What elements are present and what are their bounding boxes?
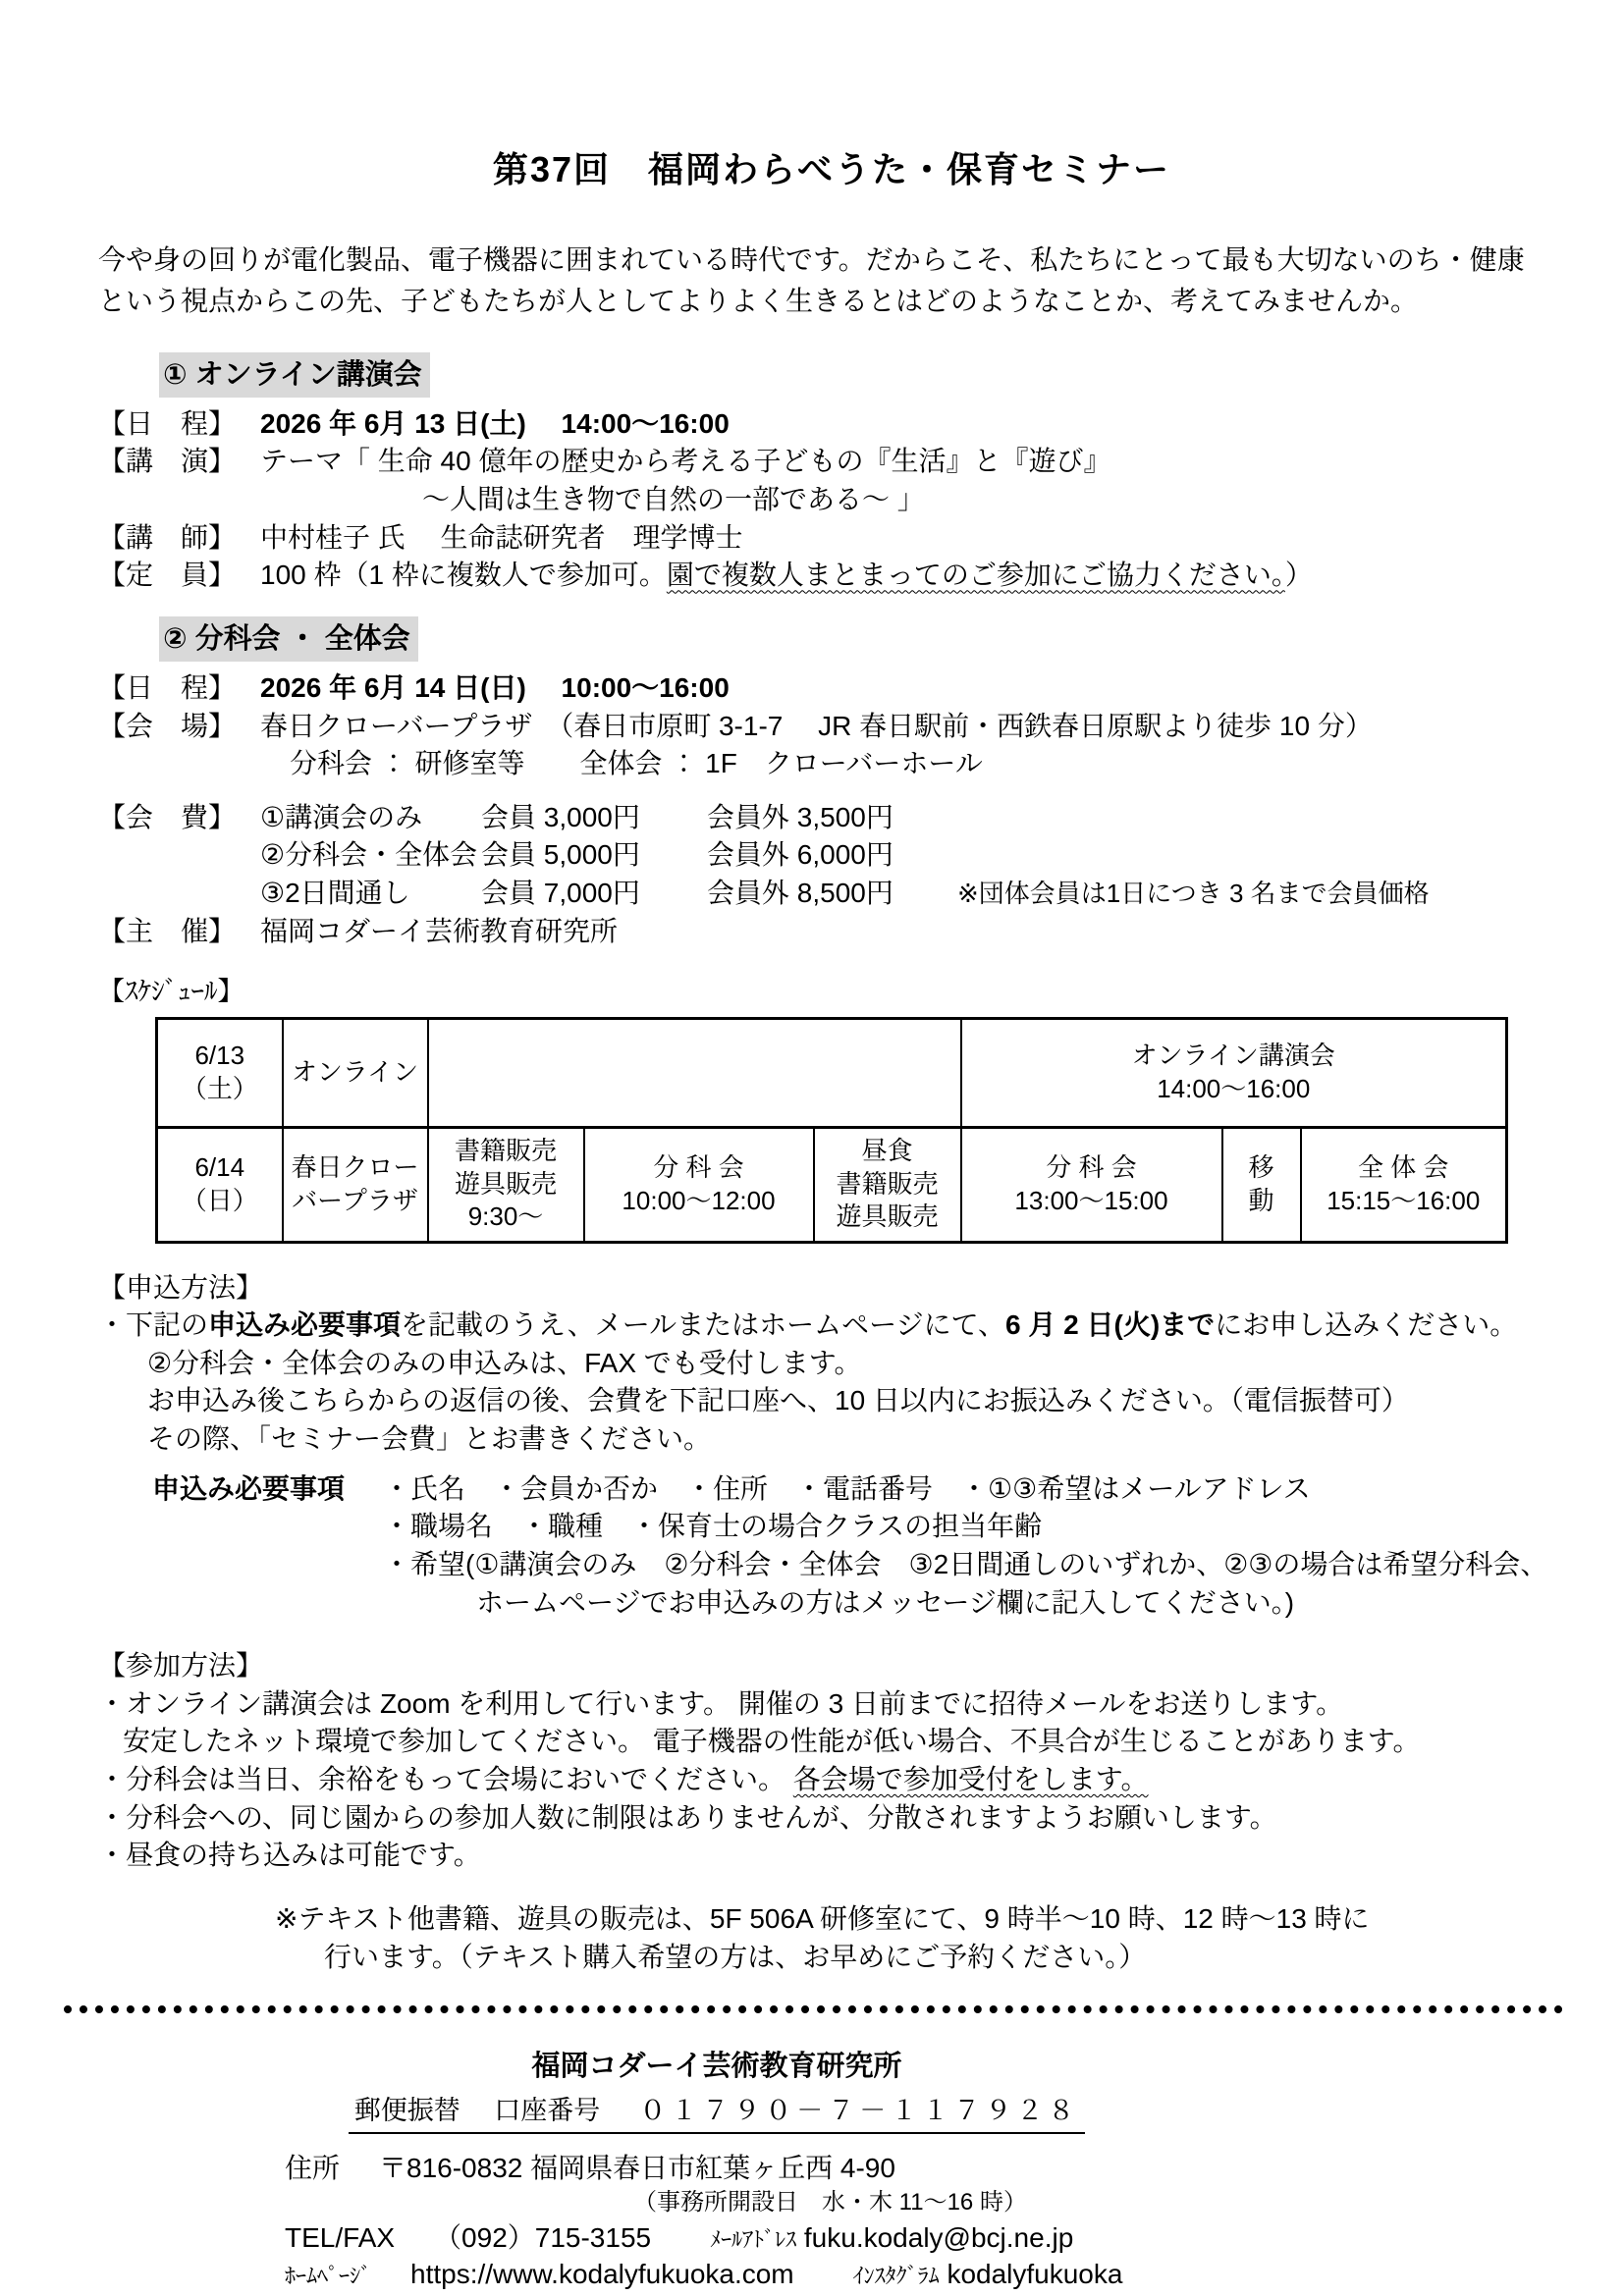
capacity-part-1: 100 枠（1 枠に複数人で参加可。 xyxy=(260,560,667,591)
date-text: 6/13 xyxy=(194,1040,245,1070)
text-segment-bold: 6 月 2 日(火)まで xyxy=(1005,1309,1216,1341)
section2-organizer-value: 福岡コダーイ芸術教育研究所 xyxy=(260,915,619,946)
schedule-row-saturday xyxy=(157,1018,1507,1127)
footer-details xyxy=(285,2150,1434,2293)
participation-heading: 【参加方法】 xyxy=(98,1650,264,1682)
fee-nonmember-price: 会員外 3,500円 xyxy=(707,801,893,832)
section2-schedule-value: 2026 年 6月 14 日(日) 10:00～16:00 xyxy=(260,671,730,703)
lunch-text: 書籍販売 xyxy=(836,1168,939,1199)
tel-label: TEL/FAX xyxy=(285,2221,396,2253)
requirements-line-3: ・希望(①講演会のみ ②分科会・全体会 ③2日間通しのいずれか、②③の場合は希望分科会、 xyxy=(383,1548,1548,1579)
fee-note: ※団体会員は1日につき 3 名まで会員価格 xyxy=(957,879,1430,909)
participation-line-1: ・オンライン講演会は Zoom を利用して行います。 開催の 3 日前までに招待メールをお送りします。 xyxy=(98,1687,1344,1719)
event-title: 分 科 会 xyxy=(653,1151,744,1182)
fee-item: ②分科会・全体会 xyxy=(260,839,478,871)
section1-lecture-row xyxy=(98,443,1565,518)
section1-schedule-value: 2026 年 6月 13 日(土) 14:00～16:00 xyxy=(260,407,730,439)
section1-lecture-value xyxy=(260,443,1565,518)
dotted-divider xyxy=(64,2005,1563,2013)
fee-item: ①講演会のみ xyxy=(260,801,423,832)
schedule-subcommittee2-cell xyxy=(961,1127,1222,1242)
text-segment: ・分科会は当日、余裕をもって会場においでください。 xyxy=(98,1764,793,1795)
event-time: 14:00～16:00 xyxy=(1157,1073,1311,1103)
sales-text: 遊具販売 xyxy=(454,1168,557,1199)
fee-note xyxy=(957,836,1565,875)
schedule-table xyxy=(155,1017,1508,1244)
text-segment: にお申し込みください。 xyxy=(1215,1309,1518,1341)
requirements-line-4: ホームページでお申込みの方はメッセージ欄に記入してください。) xyxy=(476,1586,1295,1618)
fee-table xyxy=(260,799,1565,913)
venue-line-1: 春日クローバープラザ （春日市原町 3-1-7 JR 春日駅前・西鉄春日原駅より徒歩 10 分） xyxy=(260,710,1373,741)
homepage-label: ﾎｰﾑﾍﾟｰｼﾞ xyxy=(285,2264,372,2289)
fee-member-price: 会員 3,000円 xyxy=(481,801,640,832)
date-text: 6/14 xyxy=(194,1151,245,1182)
move-text: 移 xyxy=(1248,1151,1274,1182)
email-label: ﾒｰﾙｱﾄﾞﾚｽ xyxy=(710,2226,797,2252)
fee-item: ③2日間通し xyxy=(260,878,410,909)
fee-nonmember-price: 会員外 6,000円 xyxy=(707,839,893,871)
section2-heading xyxy=(159,616,1565,662)
sales-text: 書籍販売 xyxy=(454,1135,557,1165)
postal-label: 郵便振替 口座番号 xyxy=(353,2096,601,2126)
date-text: （土） xyxy=(181,1073,258,1103)
venue-text: オンライン xyxy=(291,1056,419,1087)
venue-text: 春日クロー xyxy=(291,1151,419,1182)
text-segment: を記載のうえ、メールまたはホームページにて、 xyxy=(401,1309,1006,1341)
schedule-venue-cell xyxy=(283,1127,428,1242)
fee-row-3 xyxy=(260,875,1565,913)
application-heading: 【申込方法】 xyxy=(98,1271,264,1303)
text-segment: ・下記の xyxy=(98,1309,209,1341)
fee-member-price: 会員 5,000円 xyxy=(481,839,640,871)
event-title: 全 体 会 xyxy=(1358,1151,1449,1182)
date-text: （日） xyxy=(181,1185,258,1215)
lunch-text: 昼食 xyxy=(861,1135,913,1165)
schedule-online-lecture-cell xyxy=(961,1018,1507,1127)
sales-time: 9:30～ xyxy=(467,1201,544,1232)
footer-org-name: 福岡コダーイ芸術教育研究所 xyxy=(531,2051,902,2083)
section2-heading-text: ② 分科会 ・ 全体会 xyxy=(159,616,418,662)
postal-account-line xyxy=(349,2093,1086,2134)
participation-line-2: 安定したネット環境で参加してください。 電子機器の性能が低い場合、不具合が生じることがあります。 xyxy=(123,1726,1421,1757)
section2-organizer-row xyxy=(98,913,1565,951)
requirements-heading: 申込み必要事項 xyxy=(152,1472,346,1504)
schedule-date-cell xyxy=(157,1127,283,1242)
note-line-1: ※テキスト他書籍、遊具の販売は、5F 506A 研修室にて、9 時半～10 時、12 時～13 時に xyxy=(275,1902,1370,1934)
tel-email-line xyxy=(285,2219,1434,2257)
venue-text: バープラザ xyxy=(292,1185,418,1215)
schedule-subcommittee1-cell xyxy=(584,1127,814,1242)
homepage-value: https://www.kodalyfukuoka.com xyxy=(410,2259,794,2290)
section2-venue-row xyxy=(98,708,1565,783)
textbook-note xyxy=(98,1900,1565,1976)
office-hours-line: （事務所開設日 水・木 11～16 時） xyxy=(633,2189,1027,2216)
instagram-label: ｲﾝｽﾀｸﾞﾗﾑ xyxy=(852,2264,940,2289)
section2-venue-value xyxy=(260,708,1565,783)
section2-venue-label: 【会 場】 xyxy=(98,710,237,741)
section1-capacity-value xyxy=(260,557,1565,595)
intro-line-1: 今や身の回りが電化製品、電子機器に囲まれている時代です。だからこそ、私たちにとって最も大切ないのち・健康 xyxy=(98,243,1525,275)
move-text: 動 xyxy=(1248,1185,1274,1215)
section2-fee-row xyxy=(98,799,1565,913)
event-time: 15:15～16:00 xyxy=(1326,1185,1481,1215)
schedule-table-heading: 【ｽｹｼﾞｭｰﾙ】 xyxy=(98,977,244,1007)
event-time: 10:00～12:00 xyxy=(622,1185,776,1215)
section1-speaker-label: 【講 師】 xyxy=(98,521,237,553)
page-title: 第37回 福岡わらべうた・保育セミナー xyxy=(492,149,1171,189)
participation-line-3 xyxy=(98,1761,1565,1799)
text-segment-bold: 申込み必要事項 xyxy=(208,1309,402,1341)
application-line-2: ②分科会・全体会のみの申込みは、FAX でも受付します。 xyxy=(147,1347,862,1378)
participation-line-5: ・昼食の持ち込みは可能です。 xyxy=(98,1840,481,1871)
section1-capacity-row xyxy=(98,557,1565,595)
schedule-date-cell xyxy=(157,1018,283,1127)
note-line-2: 行います。（テキスト購入希望の方は、お早めにご予約ください。） xyxy=(324,1941,1147,1972)
footer-postal-wrap xyxy=(0,2092,1434,2134)
address-line xyxy=(285,2150,1434,2187)
instagram-value: kodalyfukuoka xyxy=(947,2259,1123,2290)
schedule-move-cell xyxy=(1222,1127,1301,1242)
homepage-instagram-line xyxy=(285,2256,1434,2293)
schedule-empty-cell xyxy=(428,1018,961,1127)
address-value: 〒816-0832 福岡県春日市紅葉ヶ丘西 4-90 xyxy=(379,2153,895,2184)
tel-value: （092）715-3155 xyxy=(434,2221,652,2253)
requirements-block xyxy=(152,1470,1565,1623)
schedule-plenary-cell xyxy=(1301,1127,1507,1242)
section2-schedule-row xyxy=(98,669,1565,708)
event-title: 分 科 会 xyxy=(1046,1151,1137,1182)
requirements-line-1: ・氏名 ・会員か否か ・住所 ・電話番号 ・①③希望はメールアドレス xyxy=(383,1472,1311,1504)
schedule-lunch-cell xyxy=(814,1127,961,1242)
event-time: 13:00～15:00 xyxy=(1014,1185,1168,1215)
section1-heading-text: ① オンライン講演会 xyxy=(159,352,430,398)
fee-nonmember-price: 会員外 8,500円 xyxy=(707,878,893,909)
section1-speaker-row xyxy=(98,519,1565,558)
section1-capacity-label: 【定 員】 xyxy=(98,560,237,591)
section1-speaker-value: 中村桂子 氏 生命誌研究者 理学博士 xyxy=(260,521,743,553)
participation-line-4: ・分科会への、同じ園からの参加人数に制限はありませんが、分散されますようお願いします。 xyxy=(98,1801,1277,1833)
section1-lecture-label: 【講 演】 xyxy=(98,446,237,477)
section2-organizer-label: 【主 催】 xyxy=(98,915,237,946)
requirements-line-2: ・職場名 ・職種 ・保育士の場合クラスの担当年齢 xyxy=(383,1511,1043,1542)
lecture-theme-line-1: テーマ「 生命 40 億年の歴史から考える子どもの『生活』と『遊び』 xyxy=(260,446,1111,477)
section2-fee-label: 【会 費】 xyxy=(98,801,237,832)
lecture-theme-line-2: ～人間は生き物で自然の一部である～ 」 xyxy=(422,484,925,515)
fee-member-price: 会員 7,000円 xyxy=(481,878,640,909)
address-label: 住所 xyxy=(285,2153,341,2184)
application-line-3: お申込み後こちらからの返信の後、会費を下記口座へ、10 日以内にお振込みください。（電信振替可） xyxy=(147,1385,1409,1416)
section1-schedule-label: 【日 程】 xyxy=(98,407,237,439)
application-line-1 xyxy=(98,1307,1565,1345)
intro-paragraph xyxy=(98,240,1565,323)
spacer xyxy=(98,783,1565,799)
event-title: オンライン講演会 xyxy=(1131,1040,1335,1070)
fee-row-1 xyxy=(260,799,1565,837)
fee-row-2 xyxy=(260,836,1565,875)
section1-schedule-row xyxy=(98,405,1565,444)
schedule-row-sunday xyxy=(157,1127,1507,1242)
capacity-part-3: ） xyxy=(1284,560,1313,591)
section1-heading xyxy=(159,352,1565,398)
footer xyxy=(0,2047,1434,2293)
venue-line-2: 分科会 ： 研修室等 全体会 ： 1F クローバーホール xyxy=(290,748,983,779)
intro-line-2: という視点からこの先、子どもたちが人としてよりよく生きるとはどのようなことか、考えてみませんか。 xyxy=(98,286,1419,317)
fee-note xyxy=(957,799,1565,837)
postal-account-number: ０１７９０－７－１１７９２８ xyxy=(639,2096,1080,2126)
section2-schedule-label: 【日 程】 xyxy=(98,671,237,703)
text-segment-wavy: 各会場で参加受付をします。 xyxy=(792,1764,1149,1795)
schedule-sales-cell xyxy=(428,1127,584,1242)
application-line-4: その際、「セミナー会費」とお書きください。 xyxy=(147,1423,712,1455)
schedule-venue-cell xyxy=(283,1018,428,1127)
requirements-body xyxy=(383,1470,1565,1623)
email-value: fuku.kodaly@bcj.ne.jp xyxy=(803,2221,1074,2253)
capacity-part-wavy: 園で複数人まとまってのご参加にご協力ください。 xyxy=(666,560,1285,591)
lunch-text: 遊具販売 xyxy=(836,1201,939,1232)
